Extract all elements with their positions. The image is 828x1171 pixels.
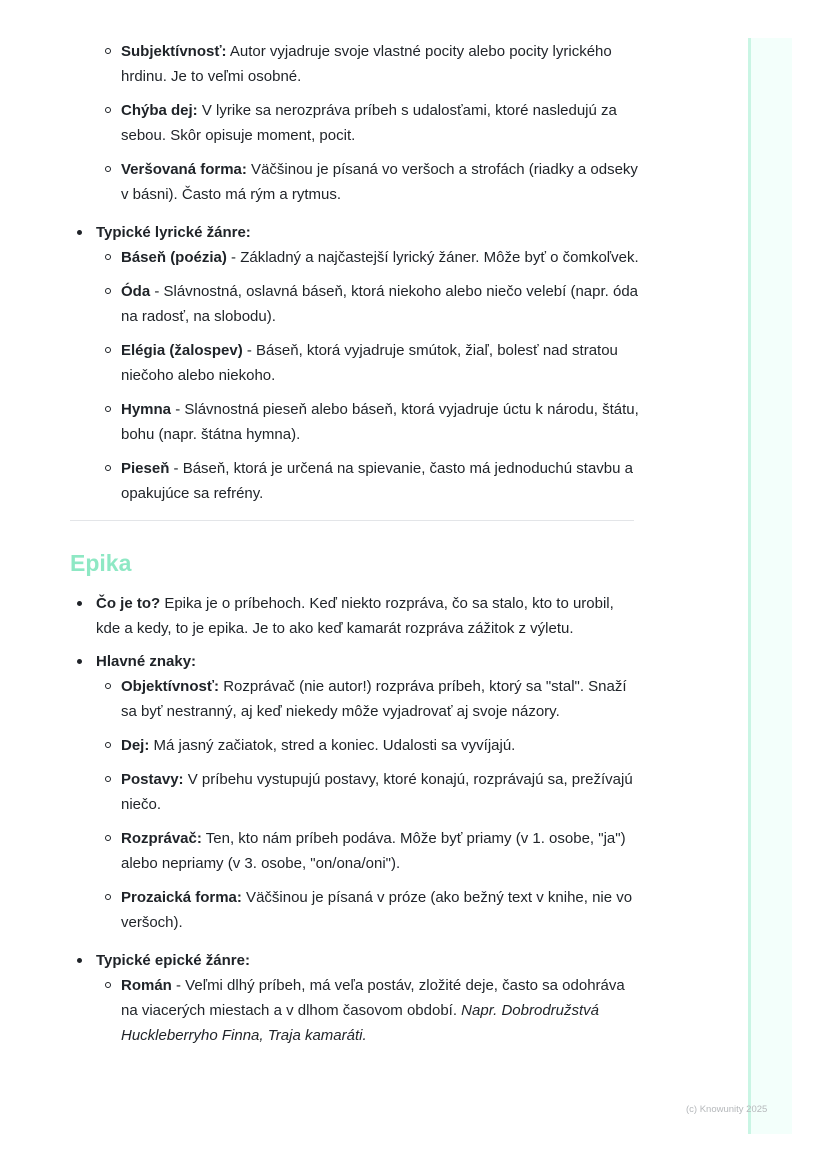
definition: Autor vyjadruje svoje vlastné pocity alebo pocity lyrického hrdinu. Je to veľmi osobné. xyxy=(121,43,612,85)
term: Báseň (poézia) xyxy=(121,249,227,266)
definition: - Báseň, ktorá vyjadruje smútok, žiaľ, bolesť nad stratou niečoho alebo niekoho. xyxy=(121,342,618,384)
definition: V lyrike sa nerozpráva príbeh s udalosťami, ktoré nasledujú za sebou. Skôr opisuje moment, pocit. xyxy=(121,102,617,144)
term: Óda xyxy=(121,283,151,300)
lyrika-features-continued xyxy=(70,39,640,207)
definition: Má jasný začiatok, stred a koniec. Udalosti sa vyvíjajú. xyxy=(149,737,516,754)
list-item xyxy=(96,674,640,724)
list-item xyxy=(96,885,640,935)
list-item xyxy=(96,973,640,1048)
definition: Väčšinou je písaná v próze (ako bežný text v knihe, nie vo veršoch). xyxy=(121,889,633,931)
term: Román xyxy=(121,977,172,994)
term: Objektívnosť: xyxy=(121,678,220,695)
list-item xyxy=(96,338,640,388)
lyrika-genres xyxy=(70,220,640,506)
term: Dej: xyxy=(121,737,150,754)
definition: - Slávnostná, oslavná báseň, ktorá niekoho alebo niečo velebí (napr. óda na radosť, na slobodu). xyxy=(121,283,639,325)
example: Napr. Dobrodružstvá Huckleberryho Finna, Traja kamaráti. xyxy=(121,1002,600,1044)
term: Čo je to? xyxy=(96,595,161,612)
term: Elégia (žalospev) xyxy=(121,342,243,359)
epika-features xyxy=(70,649,640,935)
definition: - Slávnostná pieseň alebo báseň, ktorá vyjadruje úctu k národu, štátu, bohu (napr. štátna hymna). xyxy=(121,401,639,443)
definition: - Báseň, ktorá je určená na spievanie, často má jednoduchú stavbu a opakujúce sa refrény. xyxy=(121,460,633,502)
divider xyxy=(70,520,634,521)
list-item xyxy=(96,157,640,207)
definition: - Veľmi dlhý príbeh, má veľa postáv, zložité deje, často sa odohráva na viacerých miestach a v dlhom časovom období. xyxy=(121,977,625,1019)
term: Hymna xyxy=(121,401,172,418)
section-label: Typické lyrické žánre: xyxy=(96,224,251,241)
list-item xyxy=(70,591,640,641)
term: Subjektívnosť: xyxy=(121,43,227,60)
definition: - Základný a najčastejší lyrický žáner. Môže byť o čomkoľvek. xyxy=(226,249,639,266)
definition: V príbehu vystupujú postavy, ktoré konajú, rozprávajú sa, prežívajú niečo. xyxy=(121,771,633,813)
section-label: Typické epické žánre: xyxy=(96,952,250,969)
term: Veršovaná forma: xyxy=(121,161,247,178)
list-item xyxy=(96,98,640,148)
list-item xyxy=(96,456,640,506)
definition: Rozprávač (nie autor!) rozpráva príbeh, ktorý sa "stal". Snaží sa byť nestranný, aj keď niekedy môže vyjadrovať aj svoje názory. xyxy=(121,678,627,720)
section-label: Hlavné znaky: xyxy=(96,653,197,670)
definition: Väčšinou je písaná vo veršoch a strofách (riadky a odseky v básni). Často má rým a rytmus. xyxy=(121,161,638,203)
term: Prozaická forma: xyxy=(121,889,242,906)
epika-genres xyxy=(70,948,640,1048)
list-item xyxy=(96,767,640,817)
term: Rozprávač: xyxy=(121,830,202,847)
term: Postavy: xyxy=(121,771,184,788)
copyright-footer: (c) Knowunity 2025 xyxy=(686,1104,768,1115)
list-item xyxy=(96,397,640,447)
term: Pieseň xyxy=(121,460,170,477)
side-panel xyxy=(748,38,792,1134)
list-item xyxy=(96,826,640,876)
list-item xyxy=(96,733,640,758)
section-heading: Epika xyxy=(70,550,132,576)
definition: Epika je o príbehoch. Keď niekto rozpráva, čo sa stalo, kto to urobil, kde a kedy, to je epika. Je to ako keď kamarát rozpráva zážitok z výletu. xyxy=(96,595,614,637)
list-item xyxy=(96,279,640,329)
term: Chýba dej: xyxy=(121,102,198,119)
list-item xyxy=(96,39,640,89)
definition: Ten, kto nám príbeh podáva. Môže byť priamy (v 1. osobe, "ja") alebo nepriamy (v 3. osobe, "on/ona/oni"). xyxy=(121,830,626,872)
list-item xyxy=(96,245,640,270)
document-content xyxy=(70,39,640,1048)
